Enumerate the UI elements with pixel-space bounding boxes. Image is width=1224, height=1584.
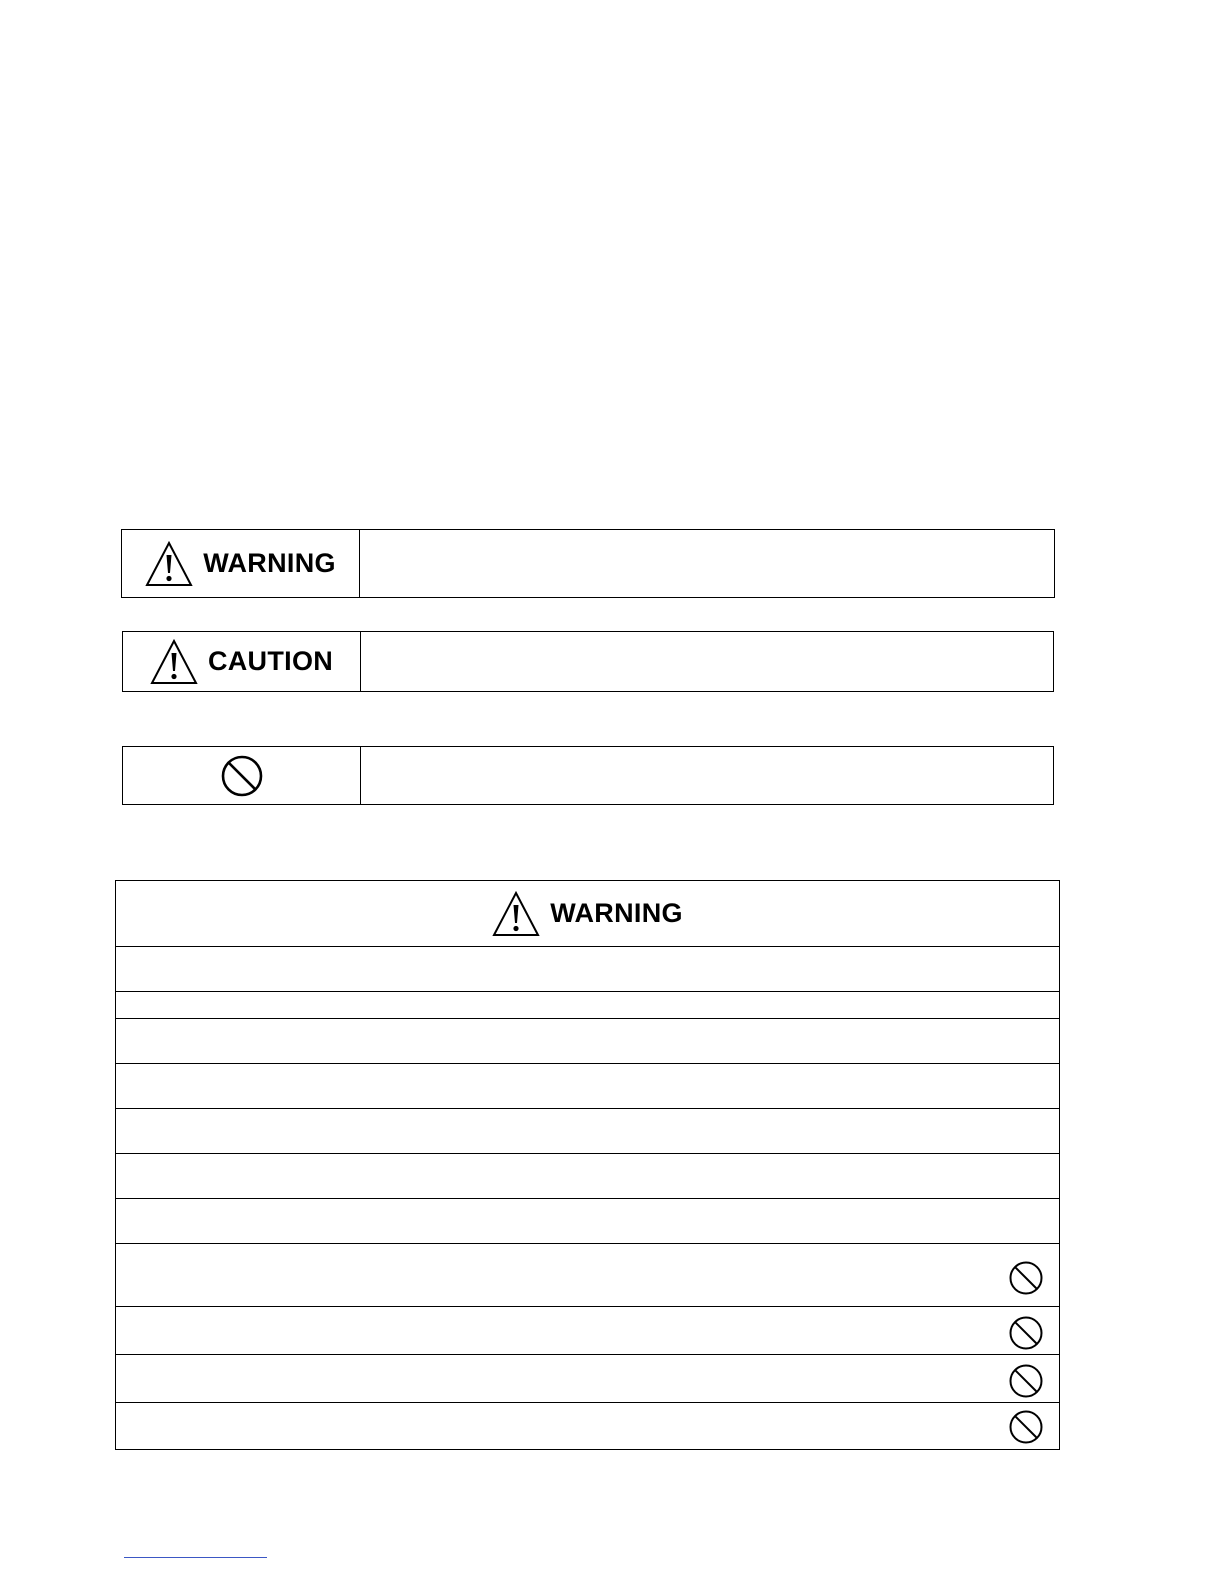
- legend-prohibited-sign: [123, 747, 361, 804]
- warning-table-title: WARNING: [550, 898, 683, 928]
- warning-triangle-icon: [492, 891, 540, 937]
- warning-row-2: [116, 992, 1059, 1019]
- legend-warning-box: [121, 529, 1055, 598]
- prohibition-icon: [220, 754, 264, 798]
- warning-triangle-icon: [145, 541, 193, 587]
- warning-row-10: [116, 1355, 1059, 1403]
- warning-row-11: [116, 1403, 1059, 1449]
- legend-warning-description: [360, 530, 1054, 597]
- warning-row-5: [116, 1109, 1059, 1154]
- warning-row-9: [116, 1307, 1059, 1355]
- footer-link-underline[interactable]: [124, 1557, 267, 1558]
- warning-row-3: [116, 1019, 1059, 1064]
- warning-row-8: [116, 1244, 1059, 1307]
- prohibition-icon: [1008, 1260, 1044, 1296]
- warning-row-6: [116, 1154, 1059, 1199]
- legend-warning-label: WARNING: [203, 548, 336, 578]
- warning-triangle-icon: [150, 639, 198, 685]
- legend-caution-label: CAUTION: [207, 646, 334, 676]
- warning-row-1: [116, 947, 1059, 992]
- legend-caution-description: [361, 632, 1053, 691]
- prohibition-icon: [1008, 1409, 1044, 1445]
- legend-warning-sign: [122, 530, 360, 597]
- legend-prohibited-description: [361, 747, 1053, 804]
- prohibition-icon: [1008, 1315, 1044, 1351]
- legend-caution-sign: [123, 632, 361, 691]
- legend-caution-box: [122, 631, 1054, 692]
- prohibition-icon: [1008, 1363, 1044, 1399]
- warning-row-4: [116, 1064, 1059, 1109]
- warning-table-header: [116, 881, 1059, 947]
- warning-table: [115, 880, 1060, 1450]
- legend-prohibited-box: [122, 746, 1054, 805]
- warning-row-7: [116, 1199, 1059, 1244]
